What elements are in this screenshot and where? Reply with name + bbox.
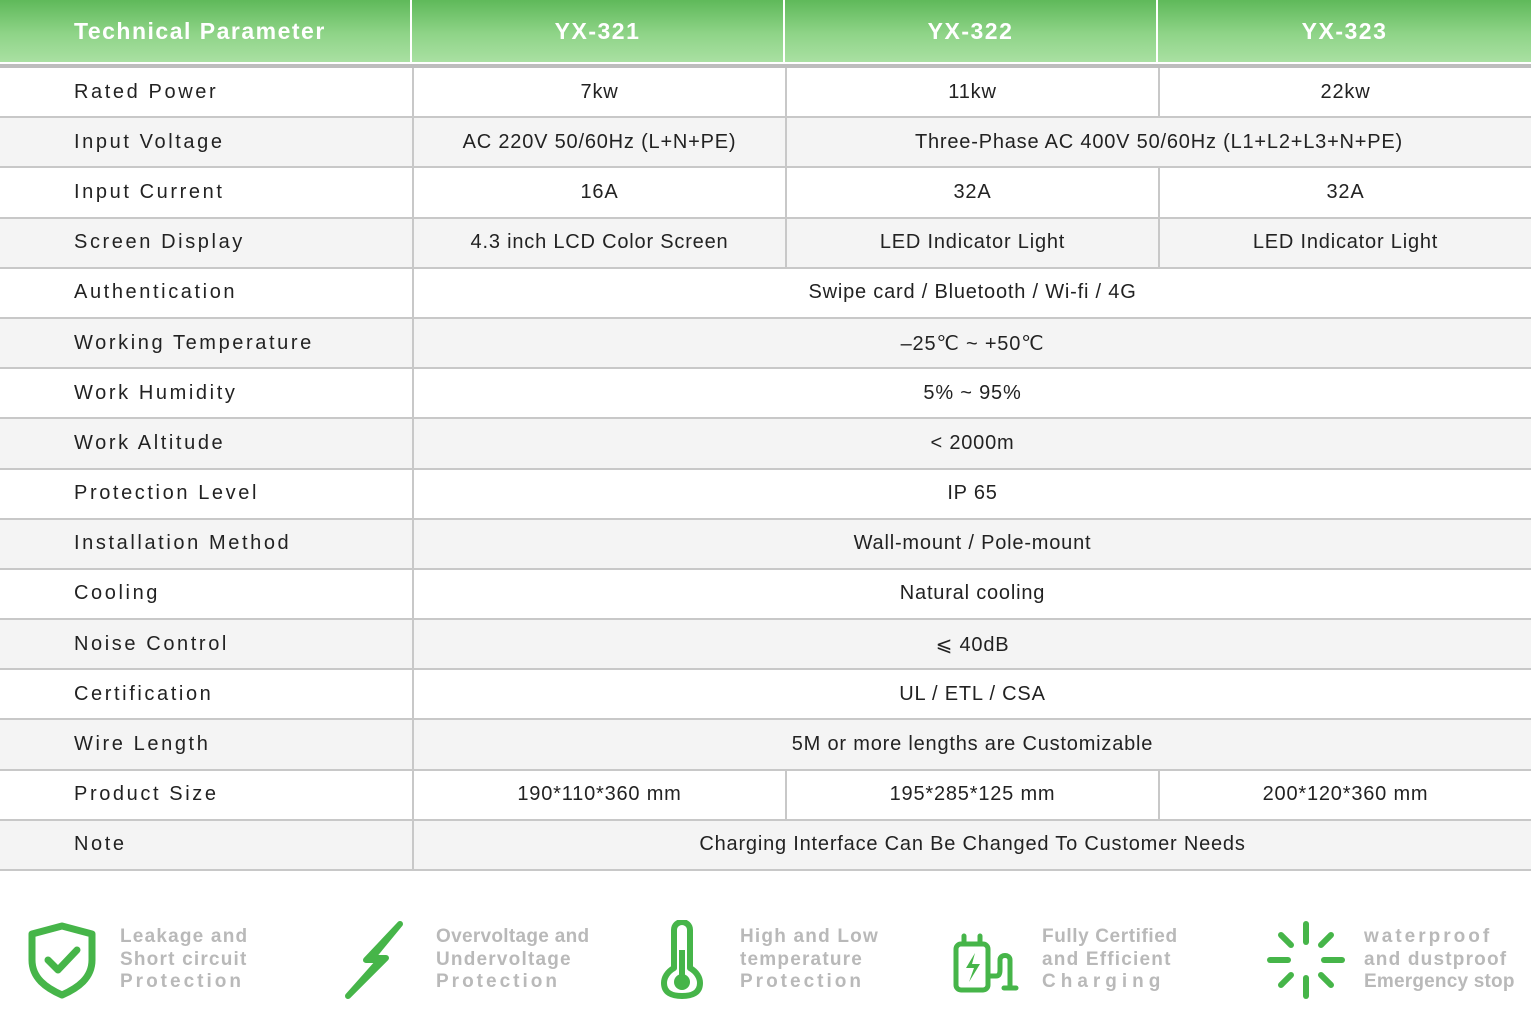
cell-value: 195*285*125 mm: [785, 771, 1158, 819]
feature-line: Undervoltage: [436, 948, 572, 970]
row-label: Noise Control: [74, 632, 229, 655]
row-label: Working Temperature: [74, 331, 314, 354]
cell-value: 200*120*360 mm: [1158, 771, 1531, 819]
feature-line: Protection: [740, 971, 864, 993]
row-label: Protection Level: [74, 482, 260, 505]
cell-value: 4.3 inch LCD Color Screen: [412, 219, 785, 267]
cell-value: 32A: [785, 168, 1158, 216]
table-row: [0, 720, 1531, 770]
cell-value: Three-Phase AC 400V 50/60Hz (L1+L2+L3+N+PE): [785, 118, 1531, 166]
cell-value: LED Indicator Light: [785, 219, 1158, 267]
feature-text: [1364, 926, 1515, 994]
sparkle-burst-icon: [1266, 920, 1346, 1000]
feature-line: Emergency stop: [1364, 971, 1515, 993]
cell-value: Wall-mount / Pole-mount: [412, 520, 1531, 568]
cell-value: Natural cooling: [412, 570, 1531, 618]
table-row: [0, 771, 1531, 821]
cell-value: 190*110*360 mm: [412, 771, 785, 819]
row-label: Cooling: [74, 582, 161, 605]
table-row: [0, 68, 1531, 118]
feature-voltage-protection: [338, 905, 589, 1015]
feature-line: Protection: [120, 971, 244, 993]
cell-value: UL / ETL / CSA: [412, 670, 1531, 718]
feature-line: Leakage and: [120, 926, 249, 948]
header-model-yx-321: YX-321: [412, 0, 785, 62]
feature-line: Charging: [1042, 971, 1166, 993]
table-row: [0, 369, 1531, 419]
spec-table: [0, 68, 1531, 871]
table-row: [0, 118, 1531, 168]
table-header: [0, 0, 1531, 62]
feature-text: [1042, 926, 1178, 994]
lightning-bolt-icon: [338, 920, 418, 1000]
feature-text: [436, 926, 589, 994]
table-row: [0, 319, 1531, 369]
thermometer-icon: [642, 920, 722, 1000]
row-label: Work Altitude: [74, 431, 226, 454]
table-row: [0, 269, 1531, 319]
row-label: Note: [74, 833, 127, 856]
feature-line: Short circuit: [120, 948, 248, 970]
row-label: Authentication: [74, 281, 238, 304]
table-row: [0, 670, 1531, 720]
feature-text: [740, 926, 879, 994]
feature-line: temperature: [740, 948, 864, 970]
header-model-yx-322: YX-322: [785, 0, 1158, 62]
row-label: Rated Power: [74, 80, 219, 103]
table-row: [0, 168, 1531, 218]
cell-value: –25℃ ~ +50℃: [412, 319, 1531, 367]
row-label: Certification: [74, 682, 214, 705]
feature-certified-charging: [944, 905, 1178, 1015]
row-label: Input Current: [74, 180, 225, 203]
cell-value: Swipe card / Bluetooth / Wi-fi / 4G: [412, 269, 1531, 317]
table-row: [0, 570, 1531, 620]
row-label: Input Voltage: [74, 130, 225, 153]
cell-value: 5% ~ 95%: [412, 369, 1531, 417]
feature-line: Overvoltage and: [436, 926, 590, 948]
header-model-yx-323: YX-323: [1301, 17, 1388, 44]
cell-value: 32A: [1158, 168, 1531, 216]
feature-line: Fully Certified: [1042, 926, 1178, 948]
cell-value: 5M or more lengths are Customizable: [412, 720, 1531, 768]
charging-plug-icon: [944, 920, 1024, 1000]
cell-value: 22kw: [1158, 68, 1531, 116]
feature-line: Protection: [436, 971, 560, 993]
feature-strip: [0, 905, 1531, 1015]
cell-value: 16A: [412, 168, 785, 216]
row-label: Wire Length: [74, 733, 211, 756]
shield-check-icon: [22, 920, 102, 1000]
feature-line: High and Low: [740, 926, 879, 948]
cell-value: < 2000m: [412, 419, 1531, 467]
cell-value: 11kw: [785, 68, 1158, 116]
table-row: [0, 821, 1531, 871]
cell-value: ⩽ 40dB: [412, 620, 1531, 668]
table-row: [0, 620, 1531, 670]
cell-value: IP 65: [412, 470, 1531, 518]
row-label: Product Size: [74, 783, 219, 806]
feature-line: and Efficient: [1042, 948, 1172, 970]
table-row: [0, 470, 1531, 520]
cell-value: Charging Interface Can Be Changed To Customer Needs: [412, 821, 1531, 869]
feature-line: and dustproof: [1364, 948, 1508, 970]
feature-waterproof: [1266, 905, 1515, 1015]
feature-text: [120, 926, 248, 994]
row-label: Work Humidity: [74, 381, 238, 404]
feature-leakage-protection: [22, 905, 248, 1015]
feature-temperature-protection: [642, 905, 879, 1015]
table-row: [0, 419, 1531, 469]
table-row: [0, 520, 1531, 570]
row-label: Screen Display: [74, 231, 245, 254]
row-label: Installation Method: [74, 532, 292, 555]
cell-value: 7kw: [412, 68, 785, 116]
feature-line: waterproof: [1364, 926, 1493, 948]
header-technical-parameter: Technical Parameter: [0, 0, 412, 62]
cell-value: AC 220V 50/60Hz (L+N+PE): [412, 118, 785, 166]
table-row: [0, 219, 1531, 269]
cell-value: LED Indicator Light: [1158, 219, 1531, 267]
